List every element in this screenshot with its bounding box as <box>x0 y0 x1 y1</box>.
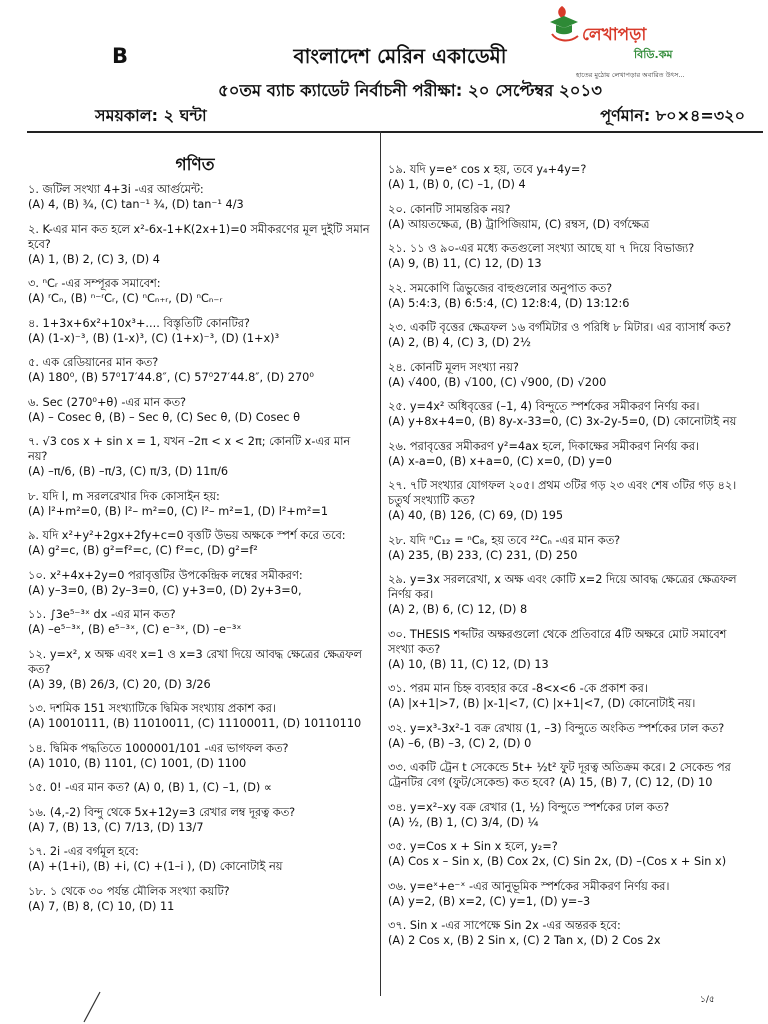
question-text: ২২. সমকোণি ত্রিভুজের বাহুগুলোর অনুপাত কত? <box>388 281 613 295</box>
question-text: ১৭. 2i -এর বর্গমূল হবে: <box>28 845 139 858</box>
question-item <box>28 780 373 795</box>
question-item <box>28 395 373 425</box>
question-item <box>28 607 373 637</box>
question-text: ৫. এক রেডিয়ানের মান কত? <box>28 356 159 369</box>
question-options: (A) ʳCₙ, (B) ⁿ⁻ʳCᵣ, (C) ⁿCₙ₊ᵣ, (D) ⁿCₙ₋ᵣ <box>28 292 223 305</box>
question-options: (A) √400, (B) √100, (C) √900, (D) √200 <box>388 375 607 389</box>
question-item <box>388 839 748 869</box>
question-options: (A) 1, (B) 2, (C) 3, (D) 4 <box>28 252 160 266</box>
question-item <box>388 241 748 271</box>
question-item <box>28 844 373 874</box>
header-divider <box>27 131 763 133</box>
question-options: (A) 39, (B) 26/3, (C) 20, (D) 3/26 <box>28 677 211 691</box>
right-question-column <box>388 162 748 958</box>
question-text: ১৯. যদি y=eˣ cos x হয়, তবে y₄+4y=? <box>388 163 587 176</box>
question-item <box>388 360 748 390</box>
question-text: ৩২. y=x³-3x²-1 বক্র রেখায় (1, –3) বিন্দুতে অংকিত স্পর্শকের ঢাল কত? <box>388 721 725 735</box>
question-options: (A) 40, (B) 126, (C) 69, (D) 195 <box>388 509 564 522</box>
question-options: (A) আয়তক্ষেত্র, (B) ট্রাপিজিয়াম, (C) রম্বস, (D) বর্গক্ষেত্র <box>388 217 650 231</box>
question-options: (A) 2, (B) 6, (C) 12, (D) 8 <box>388 603 528 616</box>
question-text: ১৬. (4,-2) বিন্দু থেকে 5x+12y=3 রেখার লম্ব দূরত্ব কত? <box>28 805 296 819</box>
question-item <box>28 489 373 519</box>
question-options: (A) 7, (B) 8, (C) 10, (D) 11 <box>28 899 175 913</box>
left-question-column <box>28 182 373 923</box>
question-item <box>28 355 373 385</box>
question-item <box>28 884 373 914</box>
question-options: (A) 7, (B) 13, (C) 7/13, (D) 13/7 <box>28 820 204 834</box>
question-options: (A) 235, (B) 233, (C) 231, (D) 250 <box>388 548 578 562</box>
question-item <box>388 721 748 751</box>
question-text: ৪. 1+3x+6x²+10x³+.... বিস্তৃতিটি কোনটির? <box>28 316 250 330</box>
question-item <box>388 627 748 672</box>
question-item <box>388 918 748 948</box>
question-text: ২৯. y=3x সরলরেখা, x অক্ষ এবং কোটি x=2 দিয়ে আবদ্ধ ক্ষেত্রের ক্ষেত্রফল নির্ণয় কর। <box>388 573 737 601</box>
question-text: ৬. Sec (270⁰+θ) -এর মান কত? <box>28 395 187 409</box>
exam-subtitle: ৫০তম ব্যাচ ক্যাডেট নির্বাচনী পরীক্ষা: ২০ সেপ্টেম্বর ২০১৩ <box>218 81 602 100</box>
question-item <box>388 533 748 563</box>
pen-mark <box>70 990 110 1024</box>
question-item <box>388 800 748 830</box>
question-options: (A) y–3=0, (B) 2y–3=0, (C) y+3=0, (D) 2y+3=0, <box>28 583 302 597</box>
question-item <box>388 320 748 350</box>
question-text: ২৫. y=4x² অধিবৃত্তের (–1, 4) বিন্দুতে স্পর্শকের সমীকরণ নির্ণয় কর। <box>388 400 700 413</box>
question-text: ২৩. একটি বৃত্তের ক্ষেত্রফল ১৬ বর্গমিটার ও পরিধি ৮ মিটার। এর ব্যাসার্ধ কত? <box>388 321 732 334</box>
logo-name: লেখাপড়া <box>582 25 647 45</box>
question-options: (A) –e⁵⁻³ˣ, (B) e⁵⁻³ˣ, (C) e⁻³ˣ, (D) –e⁻³ˣ <box>28 623 242 636</box>
question-item <box>28 528 373 558</box>
question-item <box>388 281 748 311</box>
question-text: ২৭. ৭টি সংখ্যার যোগফল ২০৫। প্রথম ৩টির গড় ২৩ এবং শেষ ৩টির গড় ৪২। চতুর্থ সংখ্যাটি কত? <box>388 479 737 507</box>
question-text: ৩০. THESIS শব্দটির অক্ষরগুলো থেকে প্রতিবারে 4টি অক্ষরে মোট সমাবেশ সংখ্যা কত? <box>388 627 727 656</box>
question-options: (A) 1, (B) 0, (C) –1, (D) 4 <box>388 178 526 191</box>
question-text: ৭. √3 cos x + sin x = 1, যখন –2π < x < 2π; কোনটি x-এর মান নয়? <box>28 435 351 463</box>
question-options: (A) |x+1|>7, (B) |x-1|<7, (C) |x+1|<7, (D) কোনোটাই নয়। <box>388 697 696 710</box>
question-text: ৮. যদি l, m সরলরেখার দিক কোসাইন হয়: <box>28 489 220 503</box>
question-item <box>28 434 373 479</box>
question-options: (A) 2, (B) 4, (C) 3, (D) 2½ <box>388 336 531 349</box>
question-options: (A) (1-x)⁻³, (B) (1-x)³, (C) (1+x)⁻³, (D) (1+x)³ <box>28 331 280 345</box>
question-text: ৯. যদি x²+y²+2gx+2fy+c=0 বৃত্তটি উভয় অক্ষকে স্পর্শ করে তবে: <box>28 529 346 542</box>
page-number: ১/৫ <box>700 995 715 1005</box>
question-options: (A) 10, (B) 11, (C) 12, (D) 13 <box>388 657 549 671</box>
set-label: B <box>112 44 129 68</box>
question-options: (A) 2 Cos x, (B) 2 Sin x, (C) 2 Tan x, (D) 2 Cos 2x <box>388 934 661 947</box>
question-options: (A) –π/6, (B) –π/3, (C) π/3, (D) 11π/6 <box>28 465 229 478</box>
question-options: (A) –6, (B) –3, (C) 2, (D) 0 <box>388 736 532 750</box>
question-options: (A) y+8x+4=0, (B) 8y-x-33=0, (C) 3x-2y-5=0, (D) কোনোটাই নয় <box>388 415 737 428</box>
site-logo <box>540 4 690 82</box>
question-text: ২৪. কোনটি মূলদ সংখ্যা নয়? <box>388 360 519 374</box>
question-options: (A) g²=c, (B) g²=f²=c, (C) f²=c, (D) g²=f² <box>28 544 258 557</box>
question-options: (A) – Cosec θ, (B) – Sec θ, (C) Sec θ, (D) Cosec θ <box>28 410 301 424</box>
question-item <box>388 572 748 617</box>
question-item <box>388 478 748 523</box>
question-options: (A) 10010111, (B) 11010011, (C) 11100011, (D) 10110110 <box>28 717 362 730</box>
question-item <box>388 681 748 711</box>
question-item <box>28 316 373 346</box>
question-item <box>388 399 748 429</box>
question-options: (A) Cos x – Sin x, (B) Cox 2x, (C) Sin 2x, (D) –(Cos x + Sin x) <box>388 855 727 868</box>
question-item <box>388 879 748 909</box>
question-text: ২৮. যদি ⁿC₁₂ = ⁿC₈, হয় তবে ²²Cₙ -এর মান কত? <box>388 533 621 547</box>
logo-tagline: হাতের মুঠোয় লেখাপড়ার অবারিত উৎস... <box>576 71 685 79</box>
question-options: (A) y=2, (B) x=2, (C) y=1, (D) y=–3 <box>388 894 591 908</box>
question-options: (A) +(1+i), (B) +i, (C) +(1–i ), (D) কোনোটাই নয় <box>28 860 283 873</box>
question-item <box>388 439 748 469</box>
question-item <box>388 202 748 232</box>
question-text: ৩৬. y=eˣ+e⁻ˣ -এর আনুভূমিক স্পর্শকের সমীকরণ নির্ণয় কর। <box>388 879 670 893</box>
question-text: ২. K-এর মান কত হলে x²-6x-1+K(2x+1)=0 সমীকরণের মূল দুইটি সমান হবে? <box>28 222 370 251</box>
full-marks-label: পূর্ণমান: ৮০×৪=৩২০ <box>600 106 745 125</box>
question-text: ৩. ⁿCᵣ -এর সম্পূরক সমাবেশ: <box>28 277 161 290</box>
question-item <box>388 760 748 790</box>
logo-domain: বিডি.কম <box>634 48 673 61</box>
question-options: (A) l²+m²=0, (B) l²– m²=0, (C) l²– m²=1, (D) l²+m²=1 <box>28 504 329 518</box>
question-text: ১৩. দশমিক 151 সংখ্যাটিকে দ্বিমিক সংখ্যায় প্রকাশ কর। <box>28 702 276 715</box>
question-text: ৩৩. একটি ট্রেন t সেকেন্ডে 5t+ ½t² ফুট দূরত্ব অতিক্রম করে। 2 সেকেন্ড পর ট্রেনটির বেগ (ফুট/সেকেন্ড) কত হবে? (A) 15, (B) 7, (C) 12, (D) 10 <box>388 761 731 789</box>
question-options: (A) 5:4:3, (B) 6:5:4, (C) 12:8:4, (D) 13:12:6 <box>388 296 630 310</box>
question-item <box>28 276 373 306</box>
question-text: ৩৫. y=Cos x + Sin x হলে, y₂=? <box>388 840 558 853</box>
section-title: গণিত <box>175 155 215 175</box>
question-options: (A) 4, (B) ¾, (C) tan⁻¹ ¾, (D) tan⁻¹ 4/3 <box>28 198 244 211</box>
page-title: বাংলাদেশ মেরিন একাডেমী <box>293 44 507 68</box>
graduation-cap-icon <box>542 4 582 48</box>
question-text: ৩৭. Sin x -এর সাপেক্ষে Sin 2x -এর অন্তরক হবে: <box>388 919 621 932</box>
question-text: ৩১. পরম মান চিহ্ন ব্যবহার করে -8<x<6 -কে প্রকাশ কর। <box>388 682 648 695</box>
question-options: (A) ½, (B) 1, (C) 3/4, (D) ¼ <box>388 815 539 829</box>
question-text: ২১. ১১ ও ৯০-এর মধ্যে কতগুলো সংখ্যা আছে যা ৭ দিয়ে বিভাজ্য? <box>388 242 695 255</box>
question-text: ১৮. ১ থেকে ৩০ পর্যন্ত মৌলিক সংখ্যা কয়টি? <box>28 884 230 898</box>
question-item <box>28 805 373 835</box>
question-text: ১০. x²+4x+2y=0 পরাবৃত্তটির উপকেন্দ্রিক লম্বের সমীকরণ: <box>28 568 303 582</box>
question-text: ২০. কোনটি সামন্তরিক নয়? <box>388 202 511 216</box>
question-options: (A) 9, (B) 11, (C) 12, (D) 13 <box>388 257 542 270</box>
question-text: ১. জটিল সংখ্যা 4+3i -এর আর্গুমেন্ট: <box>28 183 204 196</box>
question-text: ১১. ∫3e⁵⁻³ˣ dx -এর মান কত? <box>28 608 176 621</box>
question-item <box>28 182 373 212</box>
question-text: ১৪. দ্বিমিক পদ্ধতিতে 1000001/101 -এর ভাগফল কত? <box>28 741 289 755</box>
question-item <box>28 741 373 771</box>
question-options: (A) 1010, (B) 1101, (C) 1001, (D) 1100 <box>28 756 247 770</box>
question-text: ৩৪. y=x²–xy বক্র রেখার (1, ½) বিন্দুতে স্পর্শকের ঢাল কত? <box>388 800 670 814</box>
question-item <box>28 222 373 267</box>
question-options: (A) x-a=0, (B) x+a=0, (C) x=0, (D) y=0 <box>388 454 612 468</box>
question-item <box>28 701 373 731</box>
question-item <box>28 647 373 692</box>
question-text: ১৫. 0! -এর মান কত? (A) 0, (B) 1, (C) –1, (D) ∝ <box>28 781 272 794</box>
question-item <box>28 568 373 598</box>
question-options: (A) 180⁰, (B) 57⁰17′44.8″, (C) 57⁰27′44.8″, (D) 270⁰ <box>28 371 314 384</box>
question-text: ১২. y=x², x অক্ষ এবং x=1 ও x=3 রেখা দিয়ে আবদ্ধ ক্ষেত্রের ক্ষেত্রফল কত? <box>28 647 362 676</box>
column-divider <box>380 131 381 996</box>
question-item <box>388 162 748 192</box>
question-text: ২৬. পরাবৃত্তের সমীকরণ y²=4ax হলে, দিকাক্ষের সমীকরণ নির্ণয় কর। <box>388 439 699 453</box>
duration-label: সময়কাল: ২ ঘন্টা <box>95 106 207 125</box>
